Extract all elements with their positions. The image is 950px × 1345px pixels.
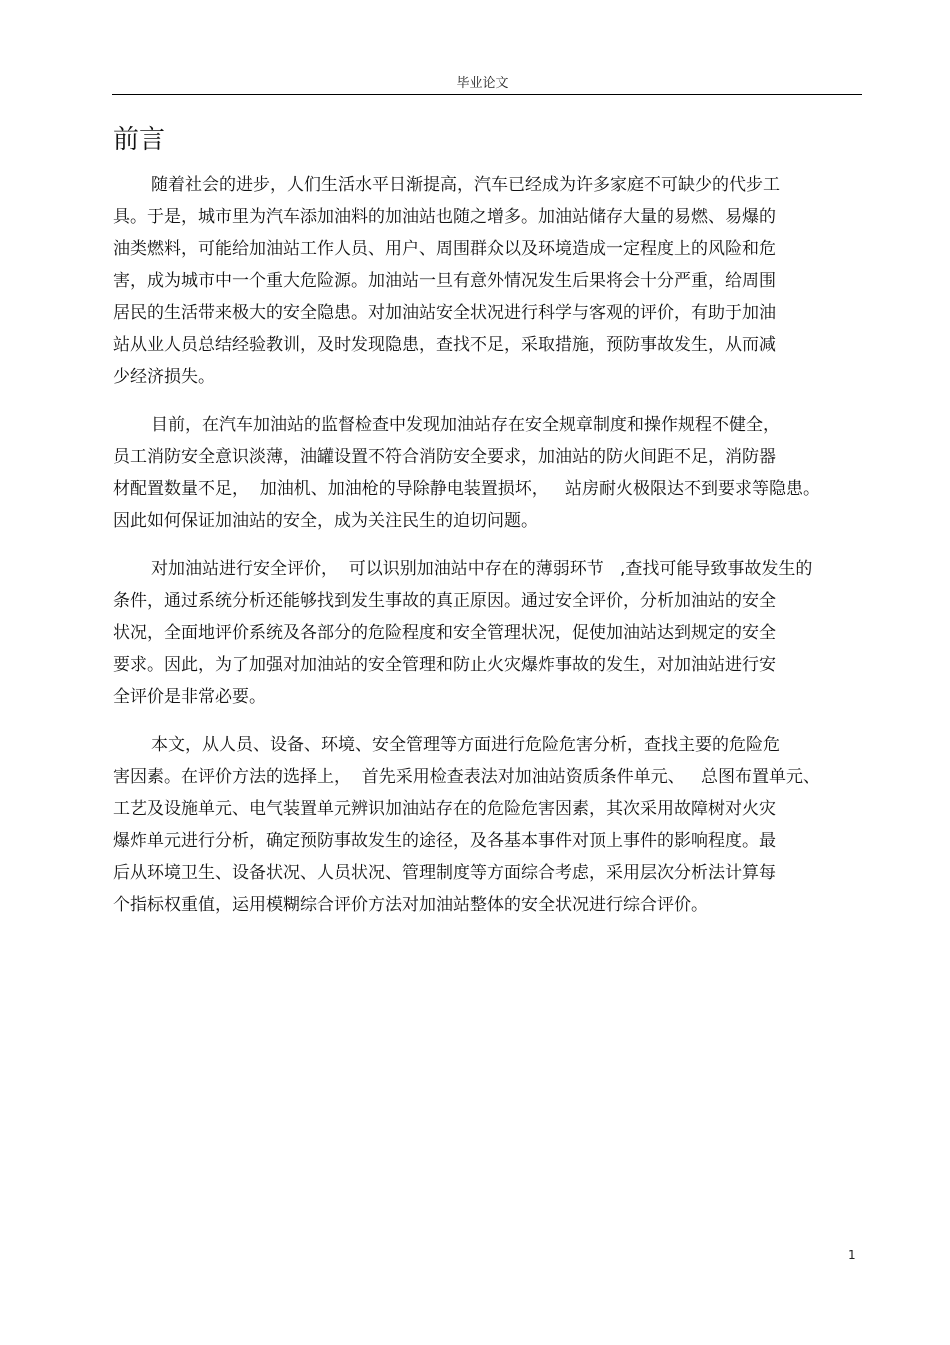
paragraph-line: 员工消防安全意识淡薄，油罐设置不符合消防安全要求，加油站的防火间距不足，消防器: [113, 447, 776, 467]
paragraph-line: 爆炸单元进行分析，确定预防事故发生的途径，及各基本事件对顶上事件的影响程度。最: [113, 831, 776, 851]
paragraph-line: 后从环境卫生、设备状况、人员状况、管理制度等方面综合考虑，采用层次分析法计算每: [113, 863, 776, 883]
paragraph-line: 因此如何保证加油站的安全，成为关注民生的迫切问题。: [113, 511, 538, 531]
paragraph-line: 随着社会的进步，人们生活水平日渐提高，汽车已经成为许多家庭不可缺少的代步工: [151, 175, 780, 195]
paragraph-line: 本文，从人员、设备、环境、安全管理等方面进行危险危害分析，查找主要的危险危: [151, 735, 780, 755]
paragraph-line: 条件，通过系统分析还能够找到发生事故的真正原因。通过安全评价，分析加油站的安全: [113, 591, 776, 611]
paragraph-line: 全评价是非常必要。: [113, 687, 266, 707]
page-number: 1: [848, 1248, 856, 1262]
paragraph-line: 站从业人员总结经验教训，及时发现隐患，查找不足，采取措施，预防事故发生，从而减: [113, 335, 776, 355]
paragraph-line: 材配置数量不足， 加油机、加油枪的导除静电装置损坏， 站房耐火极限达不到要求等隐患。: [113, 479, 821, 499]
paragraph-line: 工艺及设施单元、电气装置单元辨识加油站存在的危险危害因素，其次采用故障树对火灾: [113, 799, 776, 819]
paragraph-line: 油类燃料，可能给加油站工作人员、用户、周围群众以及环境造成一定程度上的风险和危: [113, 239, 776, 259]
running-header: 毕业论文: [456, 76, 509, 91]
paragraph-line: 具。于是，城市里为汽车添加油料的加油站也随之增多。加油站储存大量的易燃、易爆的: [113, 207, 776, 227]
paragraph-line: 害因素。在评价方法的选择上， 首先采用检查表法对加油站资质条件单元、 总图布置单元、: [113, 767, 821, 787]
paragraph-line: 个指标权重值，运用模糊综合评价方法对加油站整体的安全状况进行综合评价。: [113, 895, 708, 915]
paragraph-line: 居民的生活带来极大的安全隐患。对加油站安全状况进行科学与客观的评价，有助于加油: [113, 303, 776, 323]
paragraph-line: 害，成为城市中一个重大危险源。加油站一旦有意外情况发生后果将会十分严重，给周围: [113, 271, 776, 291]
section-heading: 前言: [113, 125, 166, 155]
paragraph-line: 要求。因此，为了加强对加油站的安全管理和防止火灾爆炸事故的发生，对加油站进行安: [113, 655, 776, 675]
paragraph-line: 目前，在汽车加油站的监督检查中发现加油站存在安全规章制度和操作规程不健全，: [151, 415, 780, 435]
paragraph-line: 少经济损失。: [113, 367, 215, 387]
header-rule: [112, 94, 862, 95]
paragraph-line: 状况，全面地评价系统及各部分的危险程度和安全管理状况，促使加油站达到规定的安全: [113, 623, 776, 643]
paragraph-line: 对加油站进行安全评价， 可以识别加油站中存在的薄弱环节 ,查找可能导致事故发生的: [151, 559, 813, 579]
